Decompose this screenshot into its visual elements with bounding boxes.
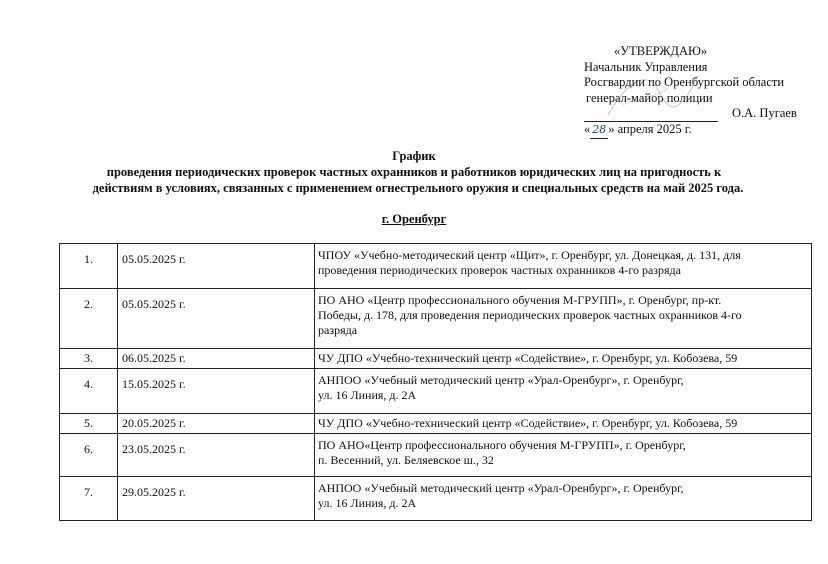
approval-signatory: О.А. Пугаев	[732, 106, 797, 121]
row-organization	[315, 369, 812, 414]
title-line3: действиям в условиях, связанных с применением огнестрельного оружия и специальных средств на май 2025 года.	[92, 181, 744, 195]
row-date: 05.05.2025 г.	[118, 289, 315, 349]
title-line2: проведения периодических проверок частных охранников и работников юридических лиц на пригодность к	[106, 165, 722, 179]
row-date: 20.05.2025 г.	[118, 414, 315, 434]
approval-date-rest: » апреля 2025 г.	[608, 121, 692, 136]
row-date: 15.05.2025 г.	[118, 369, 315, 414]
approval-date-quote: «	[584, 121, 591, 136]
row-organization	[315, 434, 812, 477]
organization-line: АНПОО «Учебный методический центр «Урал-Оренбург», г. Оренбург,	[318, 373, 684, 387]
table-row	[60, 434, 812, 477]
document-title	[0, 148, 828, 196]
row-date: 06.05.2025 г.	[118, 349, 315, 369]
city-heading: г. Оренбург	[381, 212, 447, 226]
organization-line: ул. 16 Линия, д. 2А	[318, 388, 417, 402]
row-organization	[315, 477, 812, 521]
table-row	[60, 244, 812, 289]
table-row	[60, 349, 812, 369]
row-number: 2.	[60, 289, 118, 349]
row-number: 4.	[60, 369, 118, 414]
row-organization	[315, 244, 812, 289]
row-number: 7.	[60, 477, 118, 521]
row-organization	[315, 414, 812, 434]
schedule-table	[59, 243, 812, 521]
row-date: 29.05.2025 г.	[118, 477, 315, 521]
title-line1: График	[392, 149, 436, 163]
organization-line: Победы, д. 178, для проведения периодических проверок частных охранников 4-го	[318, 308, 742, 322]
organization-line: ПО АНО«Центр профессионального обучения М-ГРУПП», г. Оренбург,	[318, 438, 686, 452]
approval-date-day: 28	[590, 122, 608, 139]
row-date: 05.05.2025 г.	[118, 244, 315, 289]
row-number: 5.	[60, 414, 118, 434]
row-number: 6.	[60, 434, 118, 477]
row-organization	[315, 349, 812, 369]
approval-rank: генерал-майор полиции	[586, 90, 713, 105]
organization-line: проведения периодических проверок частных охранников 4-го разряда	[318, 263, 681, 277]
row-date: 23.05.2025 г.	[118, 434, 315, 477]
table-row	[60, 414, 812, 434]
organization-line: п. Весенний, ул. Беляевское ш., 32	[318, 453, 494, 467]
handwritten-signature	[598, 60, 708, 130]
approval-position-line1: Начальник Управления	[584, 59, 708, 74]
row-number: 3.	[60, 349, 118, 369]
organization-line: ЧПОУ «Учебно-методический центр «Щит», г. Оренбург, ул. Донецкая, д. 131, для	[318, 248, 741, 262]
organization-line: разряда	[318, 323, 358, 337]
table-row	[60, 369, 812, 414]
table-row	[60, 289, 812, 349]
organization-line: ЧУ ДПО «Учебно-технический центр «Содействие», г. Оренбург, ул. Кобозева, 59	[318, 351, 738, 365]
organization-line: АНПОО «Учебный методический центр «Урал-Оренбург», г. Оренбург,	[318, 481, 684, 495]
approval-heading: «УТВЕРЖДАЮ»	[614, 44, 708, 58]
row-organization	[315, 289, 812, 349]
approval-position-line2: Росгвардии по Оренбургской области	[584, 75, 785, 90]
organization-line: ПО АНО «Центр профессионального обучения М-ГРУПП», г. Оренбург, пр-кт.	[318, 293, 722, 307]
table-row	[60, 477, 812, 521]
organization-line: ул. 16 Линия, д. 2А	[318, 496, 417, 510]
organization-line: ЧУ ДПО «Учебно-технический центр «Содействие», г. Оренбург, ул. Кобозева, 59	[318, 416, 738, 430]
row-number: 1.	[60, 244, 118, 289]
